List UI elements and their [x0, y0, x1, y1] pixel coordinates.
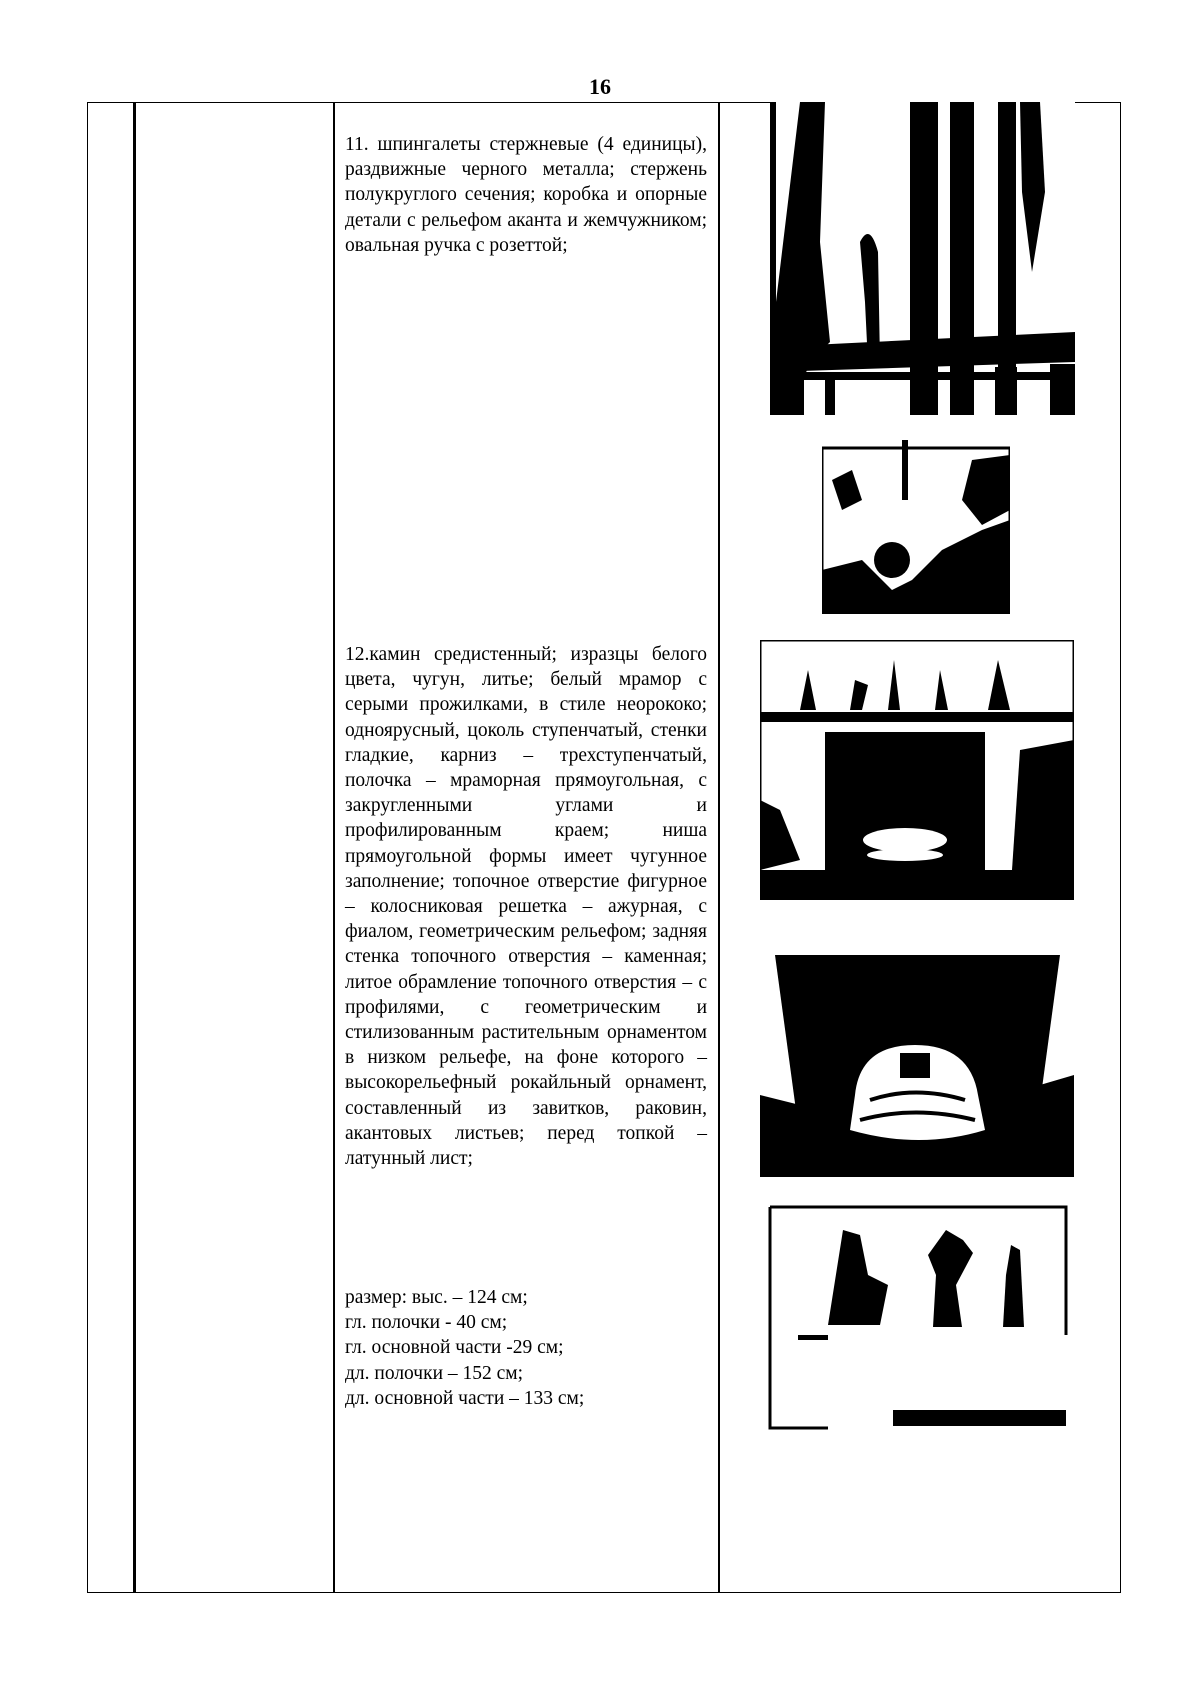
- photo-fireplace-firebox: [760, 955, 1074, 1177]
- item-11-text: 11. шпингалеты стержневые (4 единицы), раздвижные черного металла; стержень полукруглого сечения; коробка и опорные детали с рельефом аканта и жемчужником; овальная ручка с розеттой;: [345, 134, 707, 256]
- column-divider-3: [718, 102, 720, 1593]
- photo-window-latch-detail: [822, 440, 1010, 614]
- dimension-line: дл. полочки – 152 см;: [345, 1362, 524, 1384]
- dimension-line: гл. полочки - 40 см;: [345, 1312, 508, 1334]
- page-number: 16: [589, 74, 611, 99]
- item-12-description: [345, 642, 707, 1171]
- item-12-text: 12.камин средистенный; изразцы белого цвета, чугун, литье; белый мрамор с серыми прожилками, в стиле неорококо; одноярусный, цоколь ступенчатый, стенки гладкие, карниз – трехступенчатый, полочка – мраморная прямоугольная, с закругленными углами и профилированным краем; ниша прямоугольной формы имеет чугунное заполнение; топочное отверстие фигурное – колосниковая решетка – ажурная, с фиалом, геометрическим рельефом; задняя стенка топочного отверстия – каменная; литое обрамление топочного отверстия – с профилями, с геометрическим и стилизованным растительным орнаментом в низком рельефе, на фоне которого – высокорельефный рокайльный орнамент, составленный из завитков, раковин, акантовых листьев; перед топкой – латунный лист;: [345, 644, 707, 1170]
- photo-mantel-figurines: [768, 1205, 1068, 1430]
- dimension-line: дл. основной части – 133 см;: [345, 1387, 585, 1409]
- photo-window-latch-wide: [770, 102, 1075, 415]
- column-divider-2: [333, 102, 335, 1593]
- item-11-description: [345, 132, 707, 258]
- item-12-dimensions: [345, 1285, 584, 1411]
- dimension-line: гл. основной части -29 см;: [345, 1337, 564, 1359]
- dimension-line: размер: выс. – 124 см;: [345, 1287, 528, 1308]
- column-divider-1: [133, 102, 136, 1593]
- photo-fireplace-front: [760, 640, 1074, 900]
